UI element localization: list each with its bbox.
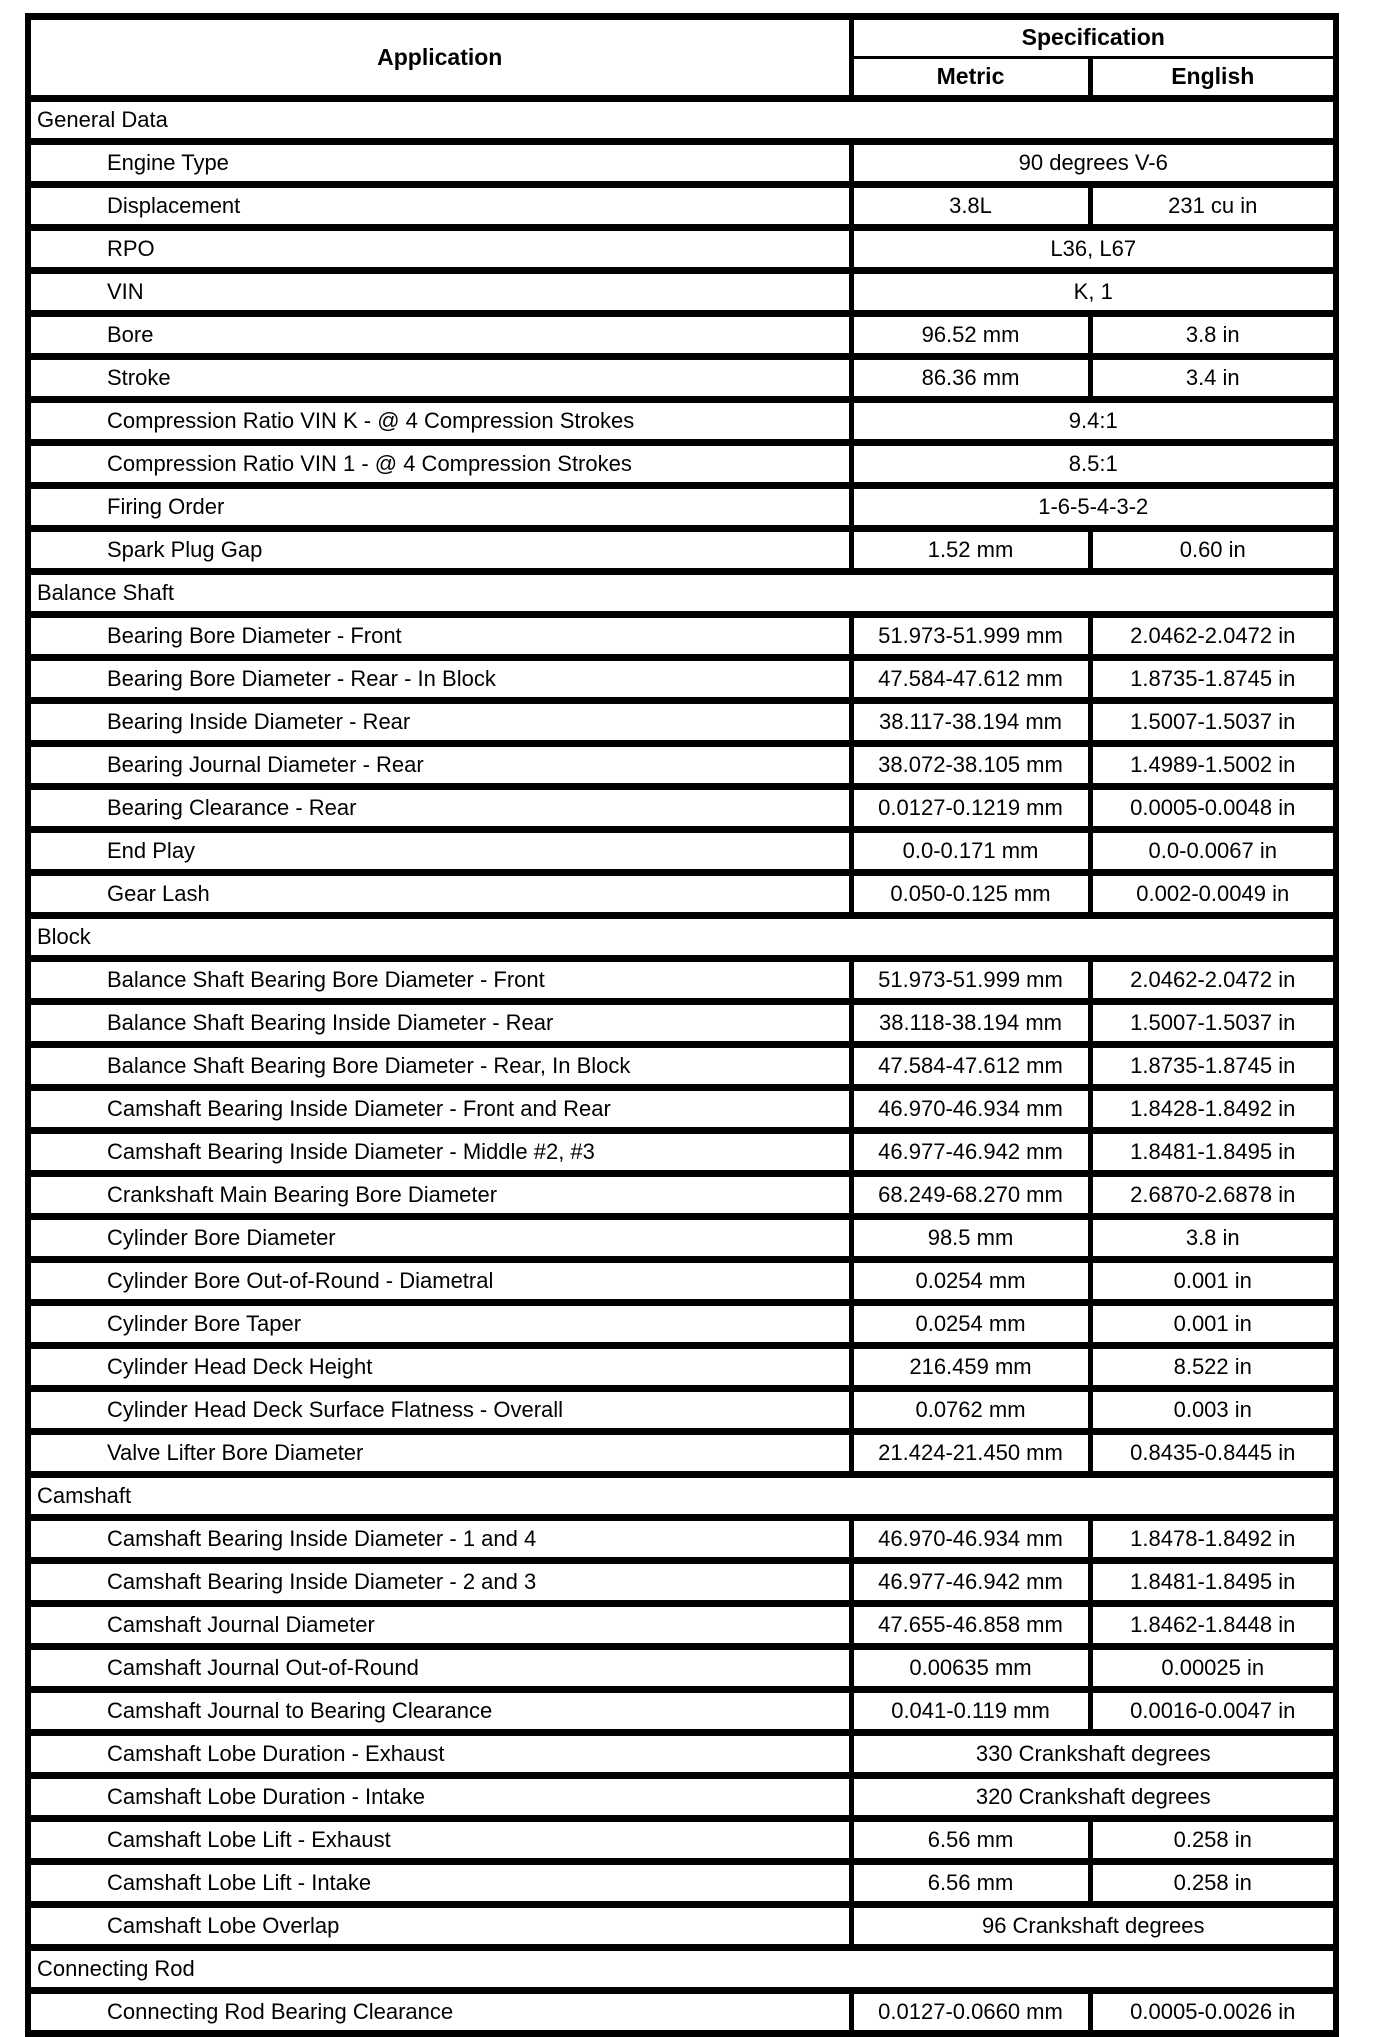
specification-column-header: Specification — [851, 17, 1336, 58]
spec-value-english: 0.258 in — [1090, 1862, 1336, 1905]
application-label: Bearing Inside Diameter - Rear — [28, 701, 851, 744]
table-row — [28, 1561, 1336, 1604]
table-row — [28, 185, 1336, 228]
table-row — [28, 830, 1336, 873]
section-row-general-data — [28, 99, 1336, 142]
application-label: Camshaft Lobe Overlap — [28, 1905, 851, 1948]
table-row — [28, 1131, 1336, 1174]
application-label: Cylinder Bore Diameter — [28, 1217, 851, 1260]
spec-value-english: 0.00025 in — [1090, 1647, 1336, 1690]
spec-value-metric: 0.0127-0.0660 mm — [851, 1991, 1090, 2034]
table-row — [28, 486, 1336, 529]
metric-column-header: Metric — [851, 58, 1090, 99]
spec-value-english: 2.6870-2.6878 in — [1090, 1174, 1336, 1217]
application-label: Connecting Rod Bearing Clearance — [28, 1991, 851, 2034]
spec-value-english: 0.8435-0.8445 in — [1090, 1432, 1336, 1475]
section-title: Block — [28, 916, 1336, 959]
table-row — [28, 443, 1336, 486]
application-label: Crankshaft Main Bearing Bore Diameter — [28, 1174, 851, 1217]
application-label: Camshaft Journal Diameter — [28, 1604, 851, 1647]
spec-value-metric: 98.5 mm — [851, 1217, 1090, 1260]
application-label: Stroke — [28, 357, 851, 400]
spec-value-combined: K, 1 — [851, 271, 1336, 314]
table-row — [28, 1217, 1336, 1260]
table-row — [28, 357, 1336, 400]
application-label: Cylinder Bore Out-of-Round - Diametral — [28, 1260, 851, 1303]
table-row — [28, 1002, 1336, 1045]
application-label: Camshaft Journal to Bearing Clearance — [28, 1690, 851, 1733]
spec-value-english: 0.0005-0.0026 in — [1090, 1991, 1336, 2034]
spec-value-english: 231 cu in — [1090, 185, 1336, 228]
spec-value-english: 3.8 in — [1090, 1217, 1336, 1260]
header-row-specification — [28, 17, 1336, 58]
application-label: Engine Type — [28, 142, 851, 185]
table-row — [28, 1733, 1336, 1776]
spec-value-english: 0.60 in — [1090, 529, 1336, 572]
spec-value-combined: 1-6-5-4-3-2 — [851, 486, 1336, 529]
spec-value-metric: 46.977-46.942 mm — [851, 1131, 1090, 1174]
application-label: Camshaft Lobe Lift - Exhaust — [28, 1819, 851, 1862]
spec-value-english: 0.003 in — [1090, 1389, 1336, 1432]
spec-value-combined: 9.4:1 — [851, 400, 1336, 443]
spec-value-combined: 330 Crankshaft degrees — [851, 1733, 1336, 1776]
application-label: Gear Lash — [28, 873, 851, 916]
application-label: Cylinder Head Deck Surface Flatness - Overall — [28, 1389, 851, 1432]
spec-value-combined: 96 Crankshaft degrees — [851, 1905, 1336, 1948]
spec-value-english: 1.8428-1.8492 in — [1090, 1088, 1336, 1131]
spec-value-metric: 46.970-46.934 mm — [851, 1518, 1090, 1561]
application-label: Balance Shaft Bearing Inside Diameter - Rear — [28, 1002, 851, 1045]
spec-value-english: 1.8735-1.8745 in — [1090, 1045, 1336, 1088]
section-title: General Data — [28, 99, 1336, 142]
table-row — [28, 658, 1336, 701]
application-label: Spark Plug Gap — [28, 529, 851, 572]
table-row — [28, 1819, 1336, 1862]
spec-value-combined: 320 Crankshaft degrees — [851, 1776, 1336, 1819]
application-label: VIN — [28, 271, 851, 314]
spec-value-english: 1.4989-1.5002 in — [1090, 744, 1336, 787]
spec-value-metric: 3.8L — [851, 185, 1090, 228]
table-row — [28, 1647, 1336, 1690]
section-row-balance-shaft — [28, 572, 1336, 615]
table-row — [28, 744, 1336, 787]
spec-value-metric: 0.050-0.125 mm — [851, 873, 1090, 916]
table-row — [28, 873, 1336, 916]
application-label: Firing Order — [28, 486, 851, 529]
spec-value-metric: 47.655-46.858 mm — [851, 1604, 1090, 1647]
application-label: Camshaft Lobe Duration - Intake — [28, 1776, 851, 1819]
spec-value-metric: 0.0254 mm — [851, 1260, 1090, 1303]
table-row — [28, 1389, 1336, 1432]
application-label: Camshaft Bearing Inside Diameter - Middle #2, #3 — [28, 1131, 851, 1174]
spec-value-metric: 0.0-0.171 mm — [851, 830, 1090, 873]
spec-table-body — [28, 99, 1336, 2034]
application-label: Compression Ratio VIN 1 - @ 4 Compression Strokes — [28, 443, 851, 486]
application-label: RPO — [28, 228, 851, 271]
section-title: Balance Shaft — [28, 572, 1336, 615]
spec-value-metric: 6.56 mm — [851, 1819, 1090, 1862]
section-title: Camshaft — [28, 1475, 1336, 1518]
table-row — [28, 1346, 1336, 1389]
spec-value-english: 0.001 in — [1090, 1303, 1336, 1346]
spec-value-combined: 8.5:1 — [851, 443, 1336, 486]
application-label: Cylinder Head Deck Height — [28, 1346, 851, 1389]
table-row — [28, 400, 1336, 443]
application-label: Displacement — [28, 185, 851, 228]
spec-value-english: 3.4 in — [1090, 357, 1336, 400]
spec-value-english: 1.8478-1.8492 in — [1090, 1518, 1336, 1561]
spec-value-english: 3.8 in — [1090, 314, 1336, 357]
application-label: Bearing Bore Diameter - Rear - In Block — [28, 658, 851, 701]
spec-value-english: 8.522 in — [1090, 1346, 1336, 1389]
table-row — [28, 1303, 1336, 1346]
table-row — [28, 615, 1336, 658]
table-header — [28, 17, 1336, 99]
spec-value-metric: 51.973-51.999 mm — [851, 959, 1090, 1002]
spec-value-metric: 38.117-38.194 mm — [851, 701, 1090, 744]
spec-value-english: 2.0462-2.0472 in — [1090, 959, 1336, 1002]
table-row — [28, 314, 1336, 357]
application-label: Camshaft Bearing Inside Diameter - Front and Rear — [28, 1088, 851, 1131]
spec-value-metric: 21.424-21.450 mm — [851, 1432, 1090, 1475]
table-row — [28, 271, 1336, 314]
spec-value-english: 0.0005-0.0048 in — [1090, 787, 1336, 830]
application-label: Bearing Journal Diameter - Rear — [28, 744, 851, 787]
spec-value-english: 0.0-0.0067 in — [1090, 830, 1336, 873]
spec-value-english: 1.8481-1.8495 in — [1090, 1561, 1336, 1604]
table-row — [28, 1991, 1336, 2034]
table-row — [28, 142, 1336, 185]
application-label: Bore — [28, 314, 851, 357]
spec-value-metric: 216.459 mm — [851, 1346, 1090, 1389]
table-row — [28, 1518, 1336, 1561]
application-column-header: Application — [28, 17, 851, 99]
application-label: Valve Lifter Bore Diameter — [28, 1432, 851, 1475]
spec-value-english: 2.0462-2.0472 in — [1090, 615, 1336, 658]
application-label: End Play — [28, 830, 851, 873]
application-label: Camshaft Journal Out-of-Round — [28, 1647, 851, 1690]
spec-value-metric: 86.36 mm — [851, 357, 1090, 400]
spec-value-metric: 38.118-38.194 mm — [851, 1002, 1090, 1045]
spec-value-english: 0.002-0.0049 in — [1090, 873, 1336, 916]
section-title: Connecting Rod — [28, 1948, 1336, 1991]
application-label: Bearing Clearance - Rear — [28, 787, 851, 830]
table-row — [28, 1604, 1336, 1647]
spec-value-english: 1.8462-1.8448 in — [1090, 1604, 1336, 1647]
spec-value-english: 1.8481-1.8495 in — [1090, 1131, 1336, 1174]
spec-value-metric: 47.584-47.612 mm — [851, 658, 1090, 701]
spec-value-combined: 90 degrees V-6 — [851, 142, 1336, 185]
spec-value-english: 0.258 in — [1090, 1819, 1336, 1862]
spec-value-english: 1.5007-1.5037 in — [1090, 701, 1336, 744]
spec-value-english: 1.8735-1.8745 in — [1090, 658, 1336, 701]
spec-value-metric: 96.52 mm — [851, 314, 1090, 357]
application-label: Bearing Bore Diameter - Front — [28, 615, 851, 658]
spec-value-metric: 68.249-68.270 mm — [851, 1174, 1090, 1217]
table-row — [28, 1862, 1336, 1905]
application-label: Camshaft Lobe Lift - Intake — [28, 1862, 851, 1905]
table-row — [28, 959, 1336, 1002]
table-row — [28, 1905, 1336, 1948]
table-row — [28, 228, 1336, 271]
spec-value-metric: 0.00635 mm — [851, 1647, 1090, 1690]
application-label: Cylinder Bore Taper — [28, 1303, 851, 1346]
application-label: Camshaft Bearing Inside Diameter - 2 and 3 — [28, 1561, 851, 1604]
spec-value-english: 1.5007-1.5037 in — [1090, 1002, 1336, 1045]
table-row — [28, 1174, 1336, 1217]
section-row-block — [28, 916, 1336, 959]
table-row — [28, 1088, 1336, 1131]
spec-value-metric: 47.584-47.612 mm — [851, 1045, 1090, 1088]
english-column-header: English — [1090, 58, 1336, 99]
spec-value-metric: 46.970-46.934 mm — [851, 1088, 1090, 1131]
table-row — [28, 1690, 1336, 1733]
application-label: Compression Ratio VIN K - @ 4 Compression Strokes — [28, 400, 851, 443]
table-row — [28, 701, 1336, 744]
spec-value-metric: 0.0127-0.1219 mm — [851, 787, 1090, 830]
table-row — [28, 787, 1336, 830]
table-row — [28, 529, 1336, 572]
table-row — [28, 1260, 1336, 1303]
application-label: Balance Shaft Bearing Bore Diameter - Rear, In Block — [28, 1045, 851, 1088]
table-row — [28, 1432, 1336, 1475]
application-label: Balance Shaft Bearing Bore Diameter - Front — [28, 959, 851, 1002]
section-row-connecting-rod — [28, 1948, 1336, 1991]
table-row — [28, 1045, 1336, 1088]
spec-value-metric: 6.56 mm — [851, 1862, 1090, 1905]
spec-value-combined: L36, L67 — [851, 228, 1336, 271]
application-label: Camshaft Bearing Inside Diameter - 1 and 4 — [28, 1518, 851, 1561]
table-row — [28, 1776, 1336, 1819]
spec-value-metric: 1.52 mm — [851, 529, 1090, 572]
spec-value-metric: 38.072-38.105 mm — [851, 744, 1090, 787]
application-label: Camshaft Lobe Duration - Exhaust — [28, 1733, 851, 1776]
specifications-table — [25, 13, 1339, 2037]
spec-value-english: 0.0016-0.0047 in — [1090, 1690, 1336, 1733]
spec-value-metric: 0.0254 mm — [851, 1303, 1090, 1346]
spec-value-english: 0.001 in — [1090, 1260, 1336, 1303]
spec-value-metric: 46.977-46.942 mm — [851, 1561, 1090, 1604]
section-row-camshaft — [28, 1475, 1336, 1518]
spec-value-metric: 51.973-51.999 mm — [851, 615, 1090, 658]
spec-value-metric: 0.0762 mm — [851, 1389, 1090, 1432]
spec-value-metric: 0.041-0.119 mm — [851, 1690, 1090, 1733]
